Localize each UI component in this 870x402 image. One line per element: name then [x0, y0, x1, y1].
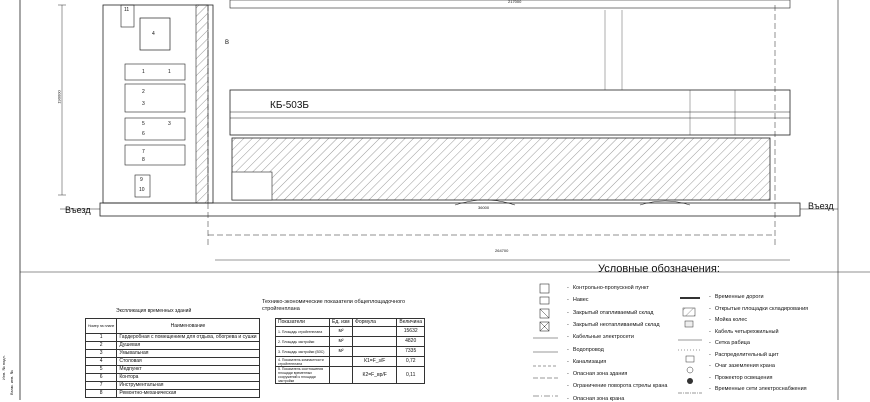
- table-cell: К2=F_вр/F: [353, 367, 397, 384]
- legend-item: [705, 306, 808, 312]
- table-cell: 4820: [397, 337, 425, 347]
- building-block-2: [125, 84, 185, 112]
- open-storage-icon: [683, 308, 695, 316]
- building-number: 3: [168, 121, 171, 127]
- table-cell: 5. Показатель соотношения площади временных сооружений к площади застройки: [276, 367, 330, 384]
- table-cell: [353, 347, 397, 357]
- table-cell: м²: [330, 327, 353, 337]
- legend-label: Закрытый неотапливаемый склад: [572, 321, 660, 328]
- legend-item: [705, 340, 750, 346]
- legend-label: Кабельные электросети: [572, 334, 634, 341]
- legend-dash: -: [567, 371, 569, 378]
- table-cell: [330, 367, 353, 384]
- building-number: 3: [142, 101, 145, 107]
- table-cell: 0,11: [397, 367, 425, 384]
- stamp-label: Взам. инв. №: [9, 370, 14, 395]
- table-header-row: [276, 319, 425, 327]
- legend-label: Временные сети электроснабжения: [714, 386, 807, 392]
- legend-dash: -: [567, 321, 569, 328]
- building-block-3: [125, 118, 185, 140]
- building-number: 7: [142, 149, 145, 155]
- legend-dash: -: [567, 285, 569, 291]
- building-4: [140, 18, 170, 50]
- legend-label: Прожектор освещения: [714, 374, 773, 381]
- entry-left-label: Въезд: [65, 205, 91, 215]
- building-block-4: [125, 145, 185, 165]
- legend-item: [705, 329, 779, 335]
- table-cell: 8: [86, 390, 117, 398]
- legend-item: [705, 363, 775, 369]
- legend-item: [563, 347, 604, 353]
- building-block-1: [125, 64, 185, 80]
- legend-dash: -: [567, 346, 569, 353]
- legend-dash: -: [709, 363, 711, 369]
- crane-track-main: [230, 90, 790, 135]
- legend-dash: -: [567, 383, 569, 390]
- crane-base: [232, 172, 272, 200]
- table-cell: Инструментальная: [117, 382, 259, 390]
- table-row: [276, 367, 425, 384]
- building-number: 1: [168, 69, 171, 75]
- table-row: [276, 347, 425, 357]
- legend-dash: -: [709, 305, 711, 312]
- building-number: 6: [142, 131, 145, 137]
- table-row: [86, 342, 260, 350]
- legend-label: Опасная зона крана: [572, 395, 625, 402]
- legend-item: [563, 322, 660, 328]
- table-cell: [353, 337, 397, 347]
- legend-label: Сетка рабица: [714, 340, 750, 346]
- table-cell: Умывальная: [117, 350, 259, 358]
- canopy-icon: [540, 297, 549, 304]
- legend-dash: -: [709, 351, 711, 358]
- legend-dash: -: [709, 294, 711, 300]
- legend-item: [563, 383, 668, 389]
- table-cell: 3: [86, 350, 117, 358]
- legend-dash: -: [567, 334, 569, 341]
- table-cell: 2: [86, 342, 117, 350]
- building-number: 1: [142, 69, 145, 75]
- table-cell: м²: [330, 337, 353, 347]
- table-cell: 5: [86, 366, 117, 374]
- explication-title: Экспликация временных зданий: [116, 308, 192, 314]
- table-header-cell: Наименование: [117, 319, 259, 334]
- switchboard-icon: [686, 356, 694, 362]
- legend-item: [705, 294, 764, 300]
- table-cell: Столовая: [117, 358, 259, 366]
- fence-hatched-strip: [196, 5, 208, 203]
- table-header-cell: Формула: [353, 319, 397, 327]
- table-header-cell: Номер на плане: [86, 319, 117, 334]
- legend-dash: -: [567, 358, 569, 365]
- legend-item: [705, 375, 773, 381]
- crane-ground-icon: [687, 367, 693, 373]
- building-number: 10: [139, 187, 145, 193]
- legend-item: [563, 285, 649, 291]
- crane-label: КБ-503Б: [270, 100, 309, 111]
- legend-label: Открытые площадки складирования: [714, 305, 809, 312]
- tep-table: [275, 318, 425, 384]
- table-cell: 7335: [397, 347, 425, 357]
- legend-item: [563, 396, 624, 402]
- table-cell: [353, 327, 397, 337]
- legend-dash: -: [709, 328, 711, 335]
- table-cell: Ремонтно-механическая: [117, 390, 259, 398]
- wheel-wash-icon: [685, 321, 693, 327]
- explication-table: [85, 318, 260, 398]
- legend-label: Канализация: [572, 358, 607, 365]
- table-row: [276, 337, 425, 347]
- legend-item: [563, 359, 606, 365]
- building-number: 2: [142, 89, 145, 95]
- table-cell: 4. Показатель компактности стройгенплана: [276, 357, 330, 367]
- tep-title: Технико-экономические показатели общеплощадочного стройгенплана: [262, 299, 406, 312]
- table-cell: [330, 357, 353, 367]
- floodlight-icon: [687, 378, 693, 384]
- table-row: [86, 358, 260, 366]
- dim-bottom-length: 264700: [495, 248, 509, 253]
- legend-dash: -: [709, 374, 711, 381]
- table-cell: Медпункт: [117, 366, 259, 374]
- legend-label: Распределительный щит: [714, 351, 779, 358]
- legend-label: Закрытый отапливаемый склад: [572, 309, 654, 316]
- legend-item: [705, 352, 779, 358]
- legend-dash: -: [709, 340, 711, 346]
- table-cell: 7: [86, 382, 117, 390]
- legend-label: Контрольно-пропускной пункт: [572, 285, 650, 291]
- building-footprint: [232, 138, 770, 200]
- table-row: [86, 390, 260, 398]
- table-cell: Гардеробная с помещением для отдыха, обогрева и сушки: [117, 334, 259, 342]
- building-number: 11: [124, 7, 130, 13]
- legend-dash: -: [567, 297, 569, 304]
- table-row: [276, 327, 425, 337]
- checkpoint-icon: [540, 284, 549, 293]
- legend-dash: -: [567, 395, 569, 402]
- legend-label: Навес: [572, 297, 589, 304]
- legend-label: Очаг заземления крана: [714, 363, 775, 369]
- table-cell: 6: [86, 374, 117, 382]
- table-row: [86, 366, 260, 374]
- legend-item: [563, 297, 589, 303]
- table-cell: Душевая: [117, 342, 259, 350]
- table-cell: 0,72: [397, 357, 425, 367]
- table-cell: м²: [330, 347, 353, 357]
- table-row: [86, 334, 260, 342]
- temporary-road: [100, 203, 800, 216]
- table-header-row: [86, 319, 260, 334]
- building-number: 4: [152, 31, 155, 37]
- table-cell: Контора: [117, 374, 259, 382]
- dim-top-length: 217000: [508, 0, 522, 4]
- table-cell: К1=F_з/F: [353, 357, 397, 367]
- table-row: [86, 350, 260, 358]
- legend-item: [563, 334, 634, 340]
- legend-item: [705, 317, 747, 323]
- table-header-cell: Величина: [397, 319, 425, 327]
- legend-title: Условные обозначения:: [598, 263, 720, 275]
- building-number: 5: [142, 121, 145, 127]
- legend-item: [563, 371, 627, 377]
- table-header-cell: Ед. изм: [330, 319, 353, 327]
- legend-item: [563, 310, 653, 316]
- legend-label: Водопровод: [572, 346, 604, 353]
- legend-label: Временные дороги: [714, 294, 764, 300]
- legend-item: [705, 386, 807, 392]
- table-row: [86, 374, 260, 382]
- table-cell: 15632: [397, 327, 425, 337]
- table-header-cell: Показатели: [276, 319, 330, 327]
- axis-b-label: В: [225, 40, 230, 46]
- table-cell: 3. Площадь застройки (ВЗС): [276, 347, 330, 357]
- table-cell: 2. Площадь застройки: [276, 337, 330, 347]
- legend-label: Опасная зона здания: [572, 371, 628, 378]
- table-cell: 4: [86, 358, 117, 366]
- legend-label: Ограничение поворота стрелы крана: [572, 383, 668, 390]
- legend-dash: -: [709, 317, 711, 323]
- legend-label: Мойка колес: [714, 317, 748, 323]
- dim-mid-gap: 36000: [478, 205, 490, 210]
- table-cell: 1: [86, 334, 117, 342]
- legend-label: Кабель четырехжильный: [714, 328, 779, 335]
- table-cell: 1. Площадь стройгенплана: [276, 327, 330, 337]
- stamp-label: Инв. № подл.: [1, 355, 6, 380]
- table-row: [86, 382, 260, 390]
- legend-dash: -: [567, 309, 569, 316]
- table-row: [276, 357, 425, 367]
- entry-right-label: Въезд: [808, 201, 834, 211]
- building-number: 8: [142, 157, 145, 163]
- building-number: 9: [140, 177, 143, 183]
- legend-dash: -: [709, 386, 711, 392]
- dim-left-height: 190000: [56, 90, 62, 104]
